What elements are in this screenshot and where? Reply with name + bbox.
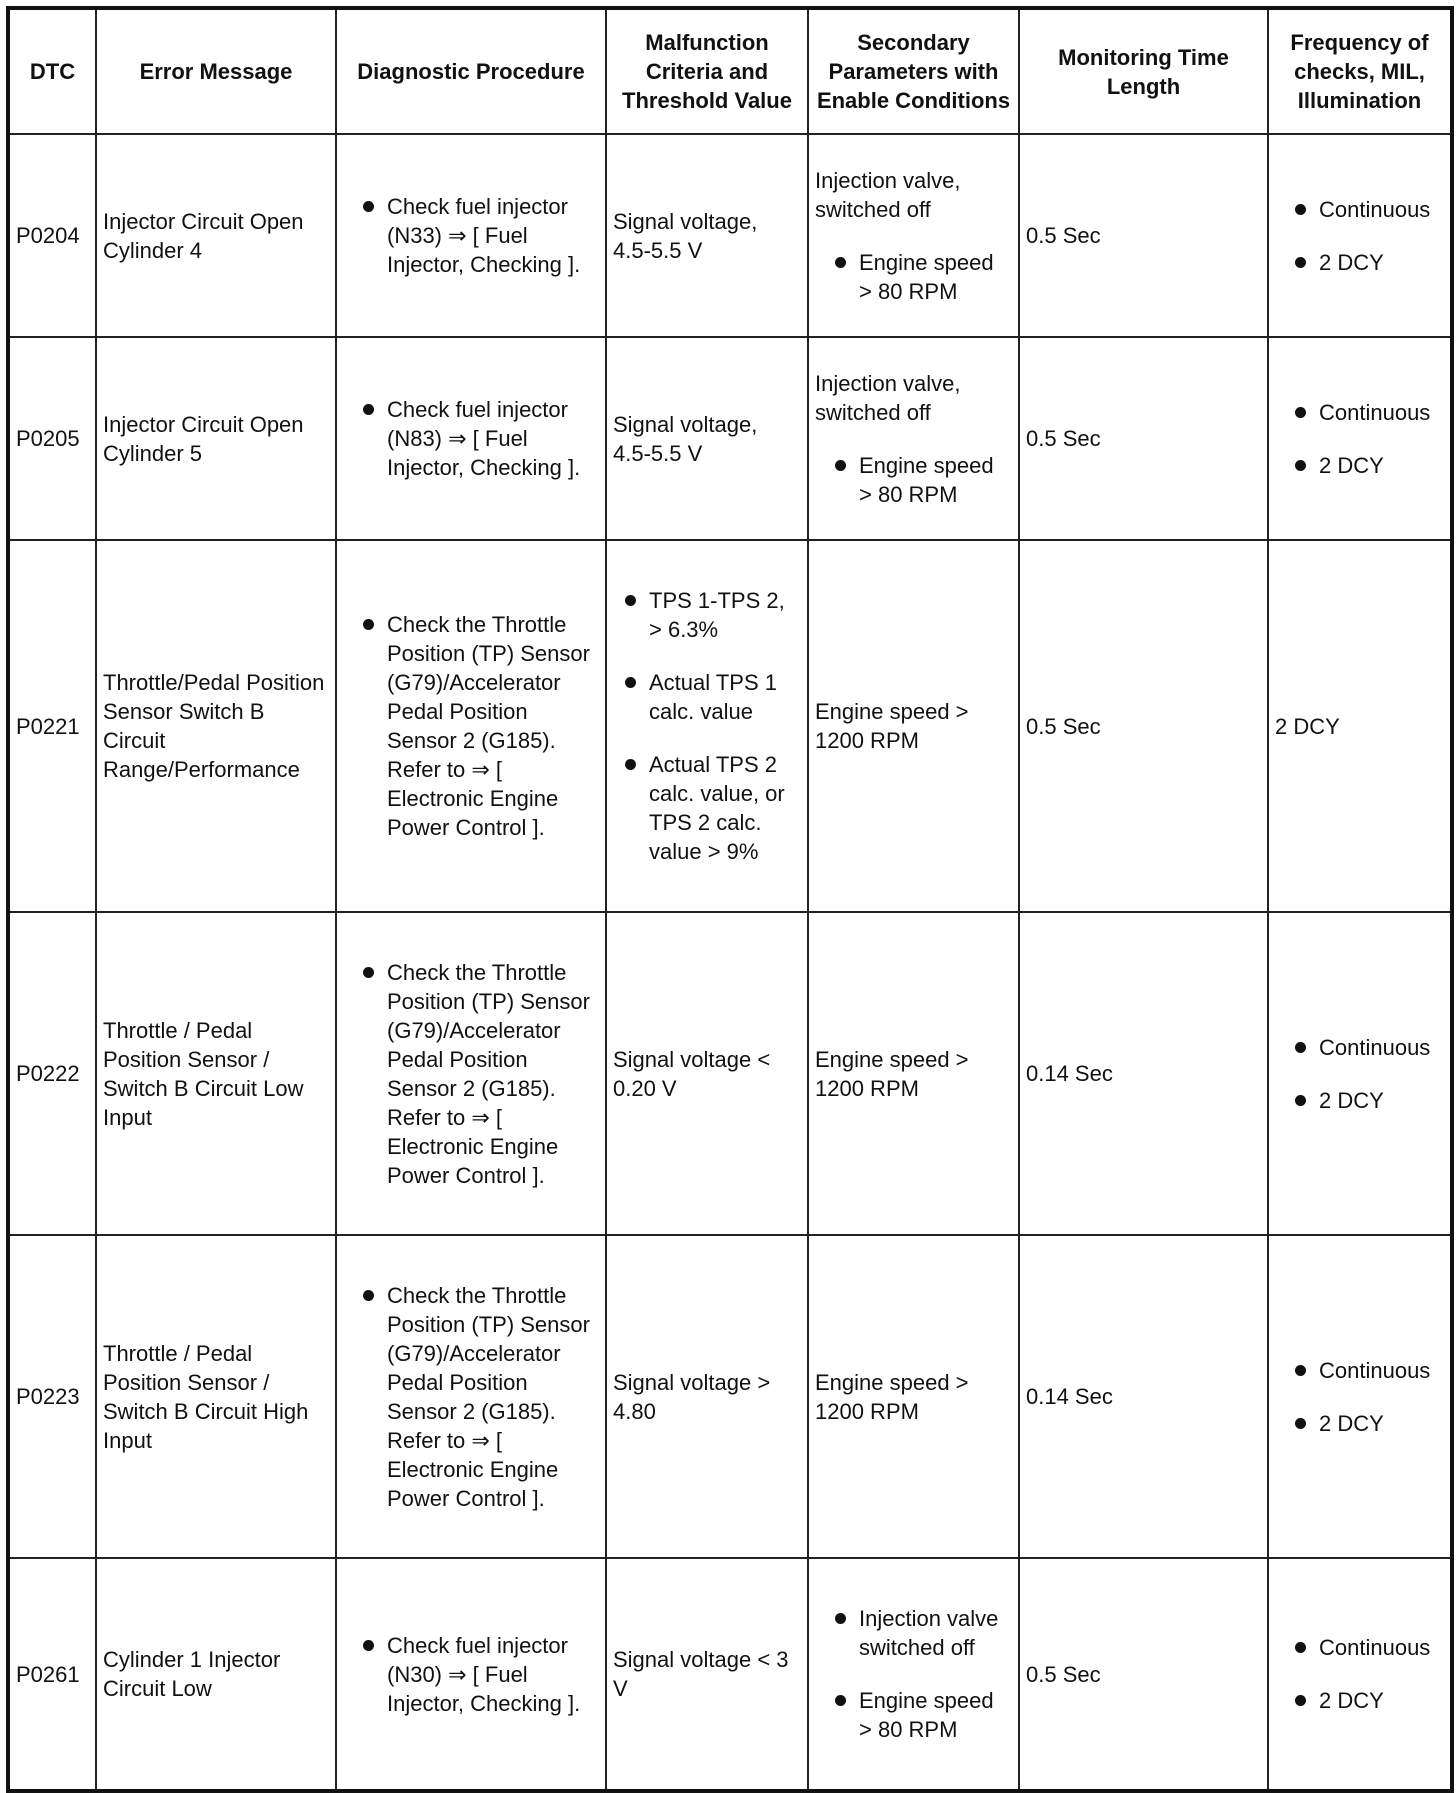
procedure-item: Check the Throttle Position (TP) Sensor (G79)/Accelerator Pedal Position Sensor 2 (G185). Refer to ⇒ [ Electronic Engine Power Control ].	[357, 1281, 599, 1513]
dtc-code: P0261	[8, 1558, 96, 1791]
frequency-item: Continuous	[1289, 195, 1444, 224]
table-row	[8, 1558, 1452, 1791]
secondary-parameters	[808, 337, 1019, 540]
error-message: Throttle/Pedal Position Sensor Switch B Circuit Range/Performance	[96, 540, 336, 912]
header-frequency: Frequency of checks, MIL, Illumination	[1268, 8, 1452, 134]
monitoring-time: 0.14 Sec	[1019, 912, 1268, 1235]
dtc-code: P0205	[8, 337, 96, 540]
diagnostic-procedure	[336, 540, 606, 912]
frequency-item: 2 DCY	[1289, 248, 1444, 277]
diagnostic-procedure	[336, 1558, 606, 1791]
frequency	[1268, 1558, 1452, 1791]
header-error-message: Error Message	[96, 8, 336, 134]
secondary-item: Engine speed > 80 RPM	[829, 248, 1012, 306]
frequency	[1268, 337, 1452, 540]
secondary-parameters: Engine speed > 1200 RPM	[808, 1235, 1019, 1558]
header-dtc: DTC	[8, 8, 96, 134]
diagnostic-procedure	[336, 1235, 606, 1558]
frequency-item: Continuous	[1289, 1356, 1444, 1385]
diagnostic-procedure	[336, 134, 606, 337]
secondary-text: Injection valve, switched off	[815, 167, 961, 222]
malfunction-item: TPS 1-TPS 2, > 6.3%	[619, 586, 801, 644]
secondary-item: Injection valve switched off	[829, 1604, 1012, 1662]
monitoring-time: 0.5 Sec	[1019, 1558, 1268, 1791]
dtc-code: P0222	[8, 912, 96, 1235]
frequency	[1268, 1235, 1452, 1558]
frequency	[1268, 134, 1452, 337]
malfunction-item: Actual TPS 2 calc. value, or TPS 2 calc. value > 9%	[619, 750, 801, 866]
frequency-item: 2 DCY	[1289, 1086, 1444, 1115]
monitoring-time: 0.5 Sec	[1019, 337, 1268, 540]
header-monitoring-time: Monitoring Time Length	[1019, 8, 1268, 134]
dtc-code: P0223	[8, 1235, 96, 1558]
frequency-item: Continuous	[1289, 1633, 1444, 1662]
error-message: Injector Circuit Open Cylinder 5	[96, 337, 336, 540]
dtc-table	[6, 6, 1454, 1793]
header-diagnostic-procedure: Diagnostic Procedure	[336, 8, 606, 134]
monitoring-time: 0.5 Sec	[1019, 540, 1268, 912]
frequency-item: 2 DCY	[1289, 1409, 1444, 1438]
table-row	[8, 134, 1452, 337]
secondary-item: Engine speed > 80 RPM	[829, 1686, 1012, 1744]
monitoring-time: 0.5 Sec	[1019, 134, 1268, 337]
secondary-parameters	[808, 134, 1019, 337]
frequency: 2 DCY	[1268, 540, 1452, 912]
frequency-item: 2 DCY	[1289, 1686, 1444, 1715]
frequency-item: Continuous	[1289, 398, 1444, 427]
procedure-item: Check fuel injector (N83) ⇒ [ Fuel Injector, Checking ].	[357, 395, 599, 482]
secondary-parameters: Engine speed > 1200 RPM	[808, 912, 1019, 1235]
procedure-item: Check fuel injector (N30) ⇒ [ Fuel Injector, Checking ].	[357, 1631, 599, 1718]
malfunction-item: Actual TPS 1 calc. value	[619, 668, 801, 726]
table-row	[8, 540, 1452, 912]
table-row	[8, 912, 1452, 1235]
error-message: Throttle / Pedal Position Sensor / Switch B Circuit Low Input	[96, 912, 336, 1235]
dtc-code: P0221	[8, 540, 96, 912]
frequency-item: 2 DCY	[1289, 451, 1444, 480]
frequency	[1268, 912, 1452, 1235]
malfunction-criteria: Signal voltage < 0.20 V	[606, 912, 808, 1235]
secondary-text: Injection valve, switched off	[815, 370, 961, 425]
secondary-item: Engine speed > 80 RPM	[829, 451, 1012, 509]
table-row	[8, 1235, 1452, 1558]
diagnostic-procedure	[336, 337, 606, 540]
diagnostic-procedure	[336, 912, 606, 1235]
malfunction-criteria: Signal voltage, 4.5-5.5 V	[606, 134, 808, 337]
error-message: Injector Circuit Open Cylinder 4	[96, 134, 336, 337]
secondary-parameters	[808, 1558, 1019, 1791]
procedure-item: Check the Throttle Position (TP) Sensor (G79)/Accelerator Pedal Position Sensor 2 (G185). Refer to ⇒ [ Electronic Engine Power Control ].	[357, 958, 599, 1190]
header-row	[8, 8, 1452, 134]
table-row	[8, 337, 1452, 540]
malfunction-criteria: Signal voltage < 3 V	[606, 1558, 808, 1791]
frequency-item: Continuous	[1289, 1033, 1444, 1062]
malfunction-criteria: Signal voltage > 4.80	[606, 1235, 808, 1558]
dtc-table-container	[6, 6, 1450, 1774]
header-malfunction-criteria: Malfunction Criteria and Threshold Value	[606, 8, 808, 134]
secondary-parameters: Engine speed > 1200 RPM	[808, 540, 1019, 912]
malfunction-criteria	[606, 540, 808, 912]
procedure-item: Check the Throttle Position (TP) Sensor (G79)/Accelerator Pedal Position Sensor 2 (G185). Refer to ⇒ [ Electronic Engine Power Control ].	[357, 610, 599, 842]
header-secondary-parameters: Secondary Parameters with Enable Conditions	[808, 8, 1019, 134]
dtc-code: P0204	[8, 134, 96, 337]
error-message: Cylinder 1 Injector Circuit Low	[96, 1558, 336, 1791]
monitoring-time: 0.14 Sec	[1019, 1235, 1268, 1558]
malfunction-criteria: Signal voltage, 4.5-5.5 V	[606, 337, 808, 540]
procedure-item: Check fuel injector (N33) ⇒ [ Fuel Injector, Checking ].	[357, 192, 599, 279]
error-message: Throttle / Pedal Position Sensor / Switch B Circuit High Input	[96, 1235, 336, 1558]
